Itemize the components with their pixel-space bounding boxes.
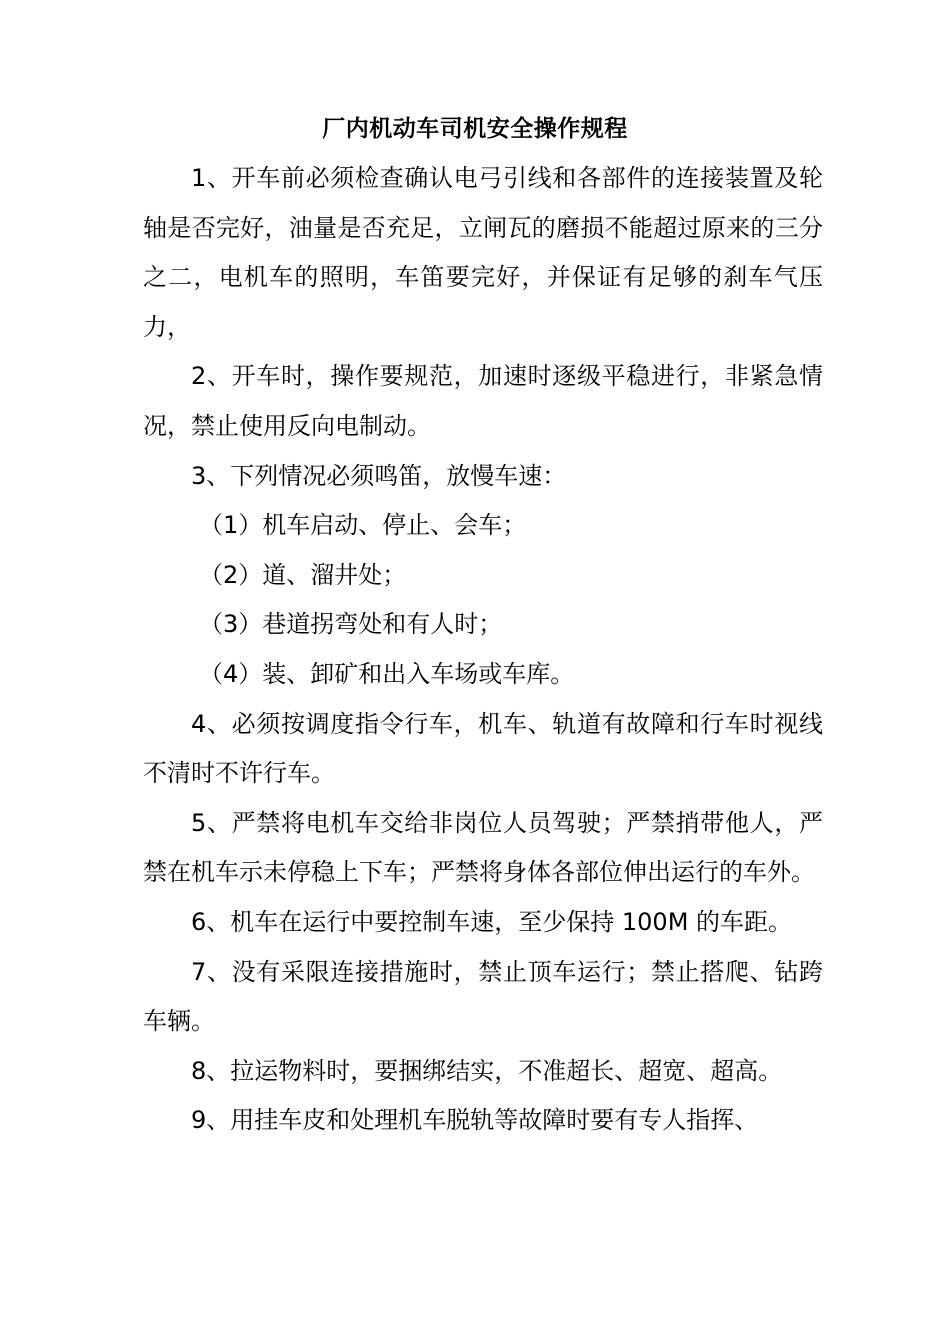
paragraph-1: 1、开车前必须检查确认电弓引线和各部件的连接装置及轮轴是否完好，油量是否充足，立闸瓦的磨损不能超过原来的三分之二，电机车的照明，车笛要完好，并保证有足够的刹车气压力， [143,164,823,341]
document-title: 厂内机动车司机安全操作规程 [322,116,628,142]
paragraph-8: 8、拉运物料时，要捆绑结实，不准超长、超宽、超高。 [191,1056,783,1085]
paragraph-6: 6、机车在运行中要控制车速，至少保持 100M 的车距。 [191,907,793,936]
paragraph-9: 9、用挂车皮和处理机车脱轨等故障时要有专人指挥、 [191,1106,759,1135]
sub-item-2: （2）道、溜井处； [199,560,407,589]
paragraph-5: 5、严禁将电机车交给非岗位人员驾驶；严禁捎带他人，严禁在机车示未停稳上下车；严禁将身体各部位伸出运行的车外。 [143,808,823,887]
document-body [143,154,823,1146]
sub-item-1: （1）机车启动、停止、会车； [199,511,527,540]
sub-item-3: （3）巷道拐弯处和有人时； [199,610,503,639]
paragraph-7: 7、没有采限连接措施时，禁止顶车运行；禁止搭爬、钻跨车辆。 [143,957,823,1036]
paragraph-4: 4、必须按调度指令行车，机车、轨道有故障和行车时视线不清时不许行车。 [143,709,823,788]
paragraph-2: 2、开车时，操作要规范，加速时逐级平稳进行，非紧急情况，禁止使用反向电制动。 [143,362,823,440]
paragraph-3: 3、下列情况必须鸣笛，放慢车速： [191,461,567,490]
sub-item-4: （4）装、卸矿和出入车场或车库。 [199,659,575,688]
